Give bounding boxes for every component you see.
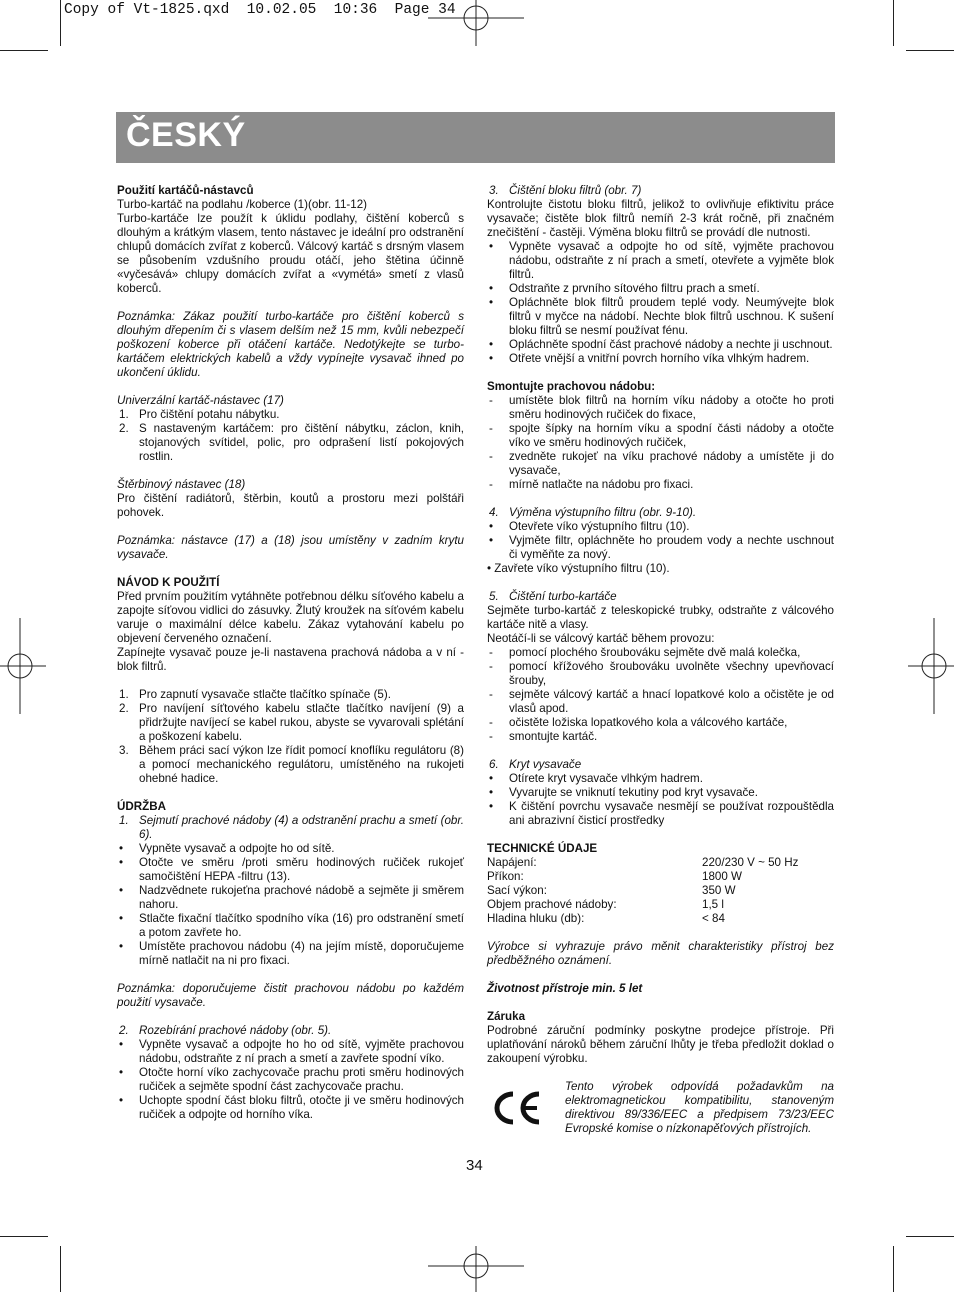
bullet-list <box>487 240 834 366</box>
subheading: 5. Čištění turbo-kartáče <box>489 590 617 603</box>
list-item: - umístěte blok filtrů na horním víku nádoby a otočte ho proti směru hodinových ručiček do fixace, <box>489 394 834 421</box>
page-number: 34 <box>466 1157 483 1174</box>
registration-mark-icon <box>428 0 524 46</box>
list-item: • Umístěte prachovou nádobu (4) na jejím místě, doporučujeme mírně natlačit na ni pro fixaci. <box>119 940 464 967</box>
list-item: • Opláchněte spodní část prachové nádoby a nechte ji uschnout. <box>489 338 833 351</box>
crop-mark <box>0 1236 48 1237</box>
list-item: • Odstraňte z prvního sítového filtru prach a smetí. <box>489 282 760 295</box>
crop-mark <box>893 0 894 46</box>
dash-list <box>487 394 834 492</box>
section-heading: Použití kartáčů-nástavců <box>117 184 254 197</box>
table-row: Sací výkon: 350 W <box>487 884 736 897</box>
list-item: - spojte šípky na horním víku a spodní části nádoby a otočte víko ve směru hodinových ručiček, <box>489 422 834 449</box>
table-row: Příkon: 1800 W <box>487 870 742 883</box>
note: Poznámka: Zákaz použití turbo-kartáče pro čištění koberců s dlouhým dřepením či s vlasem delším než 15 mm, kvůli nebezpečí poškození koberce při otáčení kartáče. Nedotýkejte se turbo-kartáčem elektrických kabelů a vždy vypínejte vysavač ihned po ukončení úklidu. <box>117 310 464 379</box>
list-item: • Stlačte fixační tlačítko spodního víka (16) pro odstranění smetí a potom zavřete ho. <box>119 912 464 939</box>
list-item: 1. Sejmutí prachové nádoby (4) a odstranění prachu a smetí (obr. 6). <box>119 814 464 841</box>
list-item: • Otřete vnější a vnitřní povrch horního víka vlhkým hadrem. <box>489 352 810 365</box>
list-item: • Otevřete víko výstupního filtru (10). <box>489 520 690 533</box>
list-item: 2. S nastaveným kartáčem: pro čištění nábytku, záclon, knih, stojanových svítidel, polic, pro odprašení listí pokojových rostlin. <box>119 422 464 463</box>
section-heading: TECHNICKÉ ÚDAJE <box>487 842 598 855</box>
note: Poznámka: doporučujeme čistit prachovou nádobu po každém použití vysavače. <box>117 982 464 1009</box>
numbered-list <box>117 1024 464 1038</box>
list-item: - sejměte válcový kartáč a hnací lopatkové kolo a očistěte je od vlasů apod. <box>489 688 834 715</box>
registration-mark-icon <box>908 618 954 714</box>
left-column <box>117 184 464 1122</box>
right-column <box>487 184 834 1150</box>
note: Výrobce si vyhrazuje právo měnit charakteristiky přístroj bez předběžného oznámení. <box>487 940 834 967</box>
table-row: Objem prachové nádoby: 1,5 l <box>487 898 724 911</box>
list-item: 3. Během práci sací výkon lze řídit pomocí knoflíku regulátoru (8) a pomocí mechanického regulátoru, umístěného na rukojeti ohebné hadice. <box>119 744 464 785</box>
crop-mark <box>906 50 954 51</box>
page-title: ČESKÝ <box>126 116 246 154</box>
paragraph: Podrobné záruční podmínky poskytne prodejce přístroje. Při uplatňování nároků během záruční lhůty je třeba předložit doklad o zakoupení výrobku. <box>487 1024 834 1065</box>
table-row: Napájení: 220/230 V ~ 50 Hz <box>487 856 799 869</box>
crop-mark <box>893 1246 894 1292</box>
numbered-list <box>487 590 834 604</box>
list-item: - zvedněte rukojeť na víku prachové nádoby a umístěte ji do vysavače, <box>489 450 834 477</box>
print-slug: Copy of Vt-1825.qxd 10.02.05 10:36 Page 34 <box>64 2 456 18</box>
list-item: • Vypněte vysavač a odpojte ho od sítě, vyjměte prachovou nádobu, odstraňte z ní prach a smetí, otevřete a vyjměte blok filtrů. <box>489 240 834 281</box>
paragraph: Turbo-kartáč na podlahu /koberce (1)(obr. 11-12) <box>117 198 368 211</box>
list-item: 1. Pro čištění potahu nábytku. <box>119 408 280 421</box>
registration-mark-icon <box>0 618 46 714</box>
section-heading: Smontujte prachovou nádobu: <box>487 380 656 393</box>
list-item: • Nadzvědnete rukojeťna prachové nádobě a sejměte ji směrem nahoru. <box>119 884 464 911</box>
numbered-list <box>487 184 834 198</box>
list-item: - mírně natlačte na nádobu pro fixaci. <box>489 478 694 491</box>
paragraph: Neotáčí-li se válcový kartáč během provozu: <box>487 632 715 645</box>
list-item: 2. Pro navíjení síťtového kabelu stlačte tlačítko navíjení (9) a přidržujte navíjecí se kabel rukou, abyste se vyvarovali splétání a poškození kabelu. <box>119 702 464 743</box>
subheading: Štěrbinový nástavec (18) <box>117 478 246 491</box>
list-item: • Otírete kryt vysavače vlhkým hadrem. <box>489 772 703 785</box>
list-item: • Uchopte spodní část bloku filtrů, otočte ji ve směru hodinových ručiček a odpojte od horního víka. <box>119 1094 464 1121</box>
dash-list <box>487 646 834 744</box>
paragraph: Turbo-kartáče lze použít k úklidu podlahy, čištění koberců s dlouhým a krátkým vlasem, tento nástavec je ideální pro odstranění chlupů domácích zvířat z koberců. Válcový kartáč s drsným vlasem se působením vzdušního proudu otáčí, jeho štětina účinně «vyčesává» chlupy domácích zvířat a «vymétá» smetí z vlasů koberců. <box>117 212 464 295</box>
paragraph: Pro čištění radiátorů, štěrbin, koutů a prostoru mezi polštáři pohovek. <box>117 492 464 519</box>
subheading: 4. Výměna výstupního filtru (obr. 9-10). <box>489 506 697 519</box>
crop-mark <box>60 1246 61 1292</box>
list-item: - pomocí křížového šroubováku uvolněte všechny upevňovací šrouby, <box>489 660 834 687</box>
paragraph: • Zavřete víko výstupního filtru (10). <box>487 562 670 575</box>
registration-mark-icon <box>428 1246 524 1292</box>
paragraph: Zapínejte vysavač pouze je-li nastavena prachová nádoba a v ní - blok filtrů. <box>117 646 464 673</box>
paragraph: Kontrolujte čistotu bloku filtrů, jelikož to ovlivňuje efiktivitu práce vysavače; čistěte blok filtrů nemíň 2-3 krát ročně, při značném znečištění - častěji. Výměna bloku filtrů se provádí dle nutnosti. <box>487 198 834 239</box>
bullet-list <box>487 520 834 562</box>
bullet-list <box>487 772 834 828</box>
ce-mark-icon <box>489 1088 543 1128</box>
section-banner <box>116 112 835 163</box>
section-heading: ÚDRŽBA <box>117 800 166 813</box>
note: Poznámka: nástavce (17) a (18) jsou umístěny v zadním krytu vysavače. <box>117 534 464 561</box>
crop-mark <box>906 1236 954 1237</box>
subheading: 6. Kryt vysavače <box>489 758 582 771</box>
section-heading: Záruka <box>487 1010 526 1023</box>
lifetime-note: Životnost přístroje min. 5 let <box>487 982 643 995</box>
bullet-list <box>117 1038 464 1122</box>
ce-block <box>487 1080 834 1150</box>
ce-declaration: Tento výrobek odpovídá požadavkům na elektromagnetickou kompatibilitu, stanoveným direktivou 89/336/EEC a předpisem 73/23/EEC Evropské komise o nízkonapěťových přístrojích. <box>565 1080 834 1135</box>
list-item: 2. Rozebírání prachové nádoby (obr. 5). <box>119 1024 332 1037</box>
table-row: Hladina hluku (db): < 84 <box>487 912 725 925</box>
numbered-list <box>117 408 464 464</box>
numbered-list <box>117 814 464 842</box>
numbered-list <box>487 758 834 772</box>
list-item: - pomocí plochého šroubováku sejměte dvě malá kolečka, <box>489 646 801 659</box>
list-item: • Vypněte vysavač a odpojte ho ho od sítě, vyjměte prachovou nádobu, odstraňte z ní prach a smetí a zavřete spodní víko. <box>119 1038 464 1065</box>
list-item: • Opláchněte blok filtrů proudem teplé vody. Neumývejte blok filtrů v myčce na nádobí. Nechte blok filtrů uschnou. K sušení bloku filtrů se nesmí používat fénu. <box>489 296 834 337</box>
crop-mark <box>60 0 61 46</box>
section-heading: NÁVOD K POUŽITÍ <box>117 576 220 589</box>
list-item: - očistěte ložiska lopatkového kola a válcového kartáče, <box>489 716 788 729</box>
crop-mark <box>0 50 48 51</box>
numbered-list <box>117 688 464 786</box>
paragraph: Sejměte turbo-kartáč z teleskopické trubky, odstraňte z válcového kartáče nitě a vlasy. <box>487 604 834 631</box>
subheading: 3. Čištění bloku filtrů (obr. 7) <box>489 184 642 197</box>
list-item: • Vyjměte filtr, opláchněte ho proudem vody a nechte uschnout či vyměňte za nový. <box>489 534 834 561</box>
numbered-list <box>487 506 834 520</box>
list-item: 1. Pro zapnutí vysavače stlačte tlačítko spínače (5). <box>119 688 391 701</box>
bullet-list <box>117 842 464 968</box>
subheading: Univerzální kartáč-nástavec (17) <box>117 394 284 407</box>
list-item: • K čištění povrchu vysavače nesmějí se používat rozpouštědla ani abrazivní čisticí prostředky <box>489 800 834 827</box>
list-item: - smontujte kartáč. <box>489 730 598 743</box>
paragraph: Před prvním použitím vytáhněte potřebnou délku síťového kabelu a zapojte síťovou vidlici do zásuvky. Žlutý kroužek na síťovém kabelu varuje o maximální délce kabelu. Zákaz vytahování kabelu po objevení červeného označení. <box>117 590 464 645</box>
list-item: • Otočte ve směru /proti směru hodinových ručiček rukojeť samočištění HEPA -filtru (13). <box>119 856 464 883</box>
spec-table <box>487 856 834 926</box>
list-item: • Vypněte vysavač a odpojte ho od sítě. <box>119 842 335 855</box>
list-item: • Otočte horní víko zachycovače prachu proti směru hodinových ručiček a sejměte spodní část zachycovače prachu. <box>119 1066 464 1093</box>
list-item: • Vyvarujte se vniknutí tekutiny pod kryt vysavače. <box>489 786 758 799</box>
